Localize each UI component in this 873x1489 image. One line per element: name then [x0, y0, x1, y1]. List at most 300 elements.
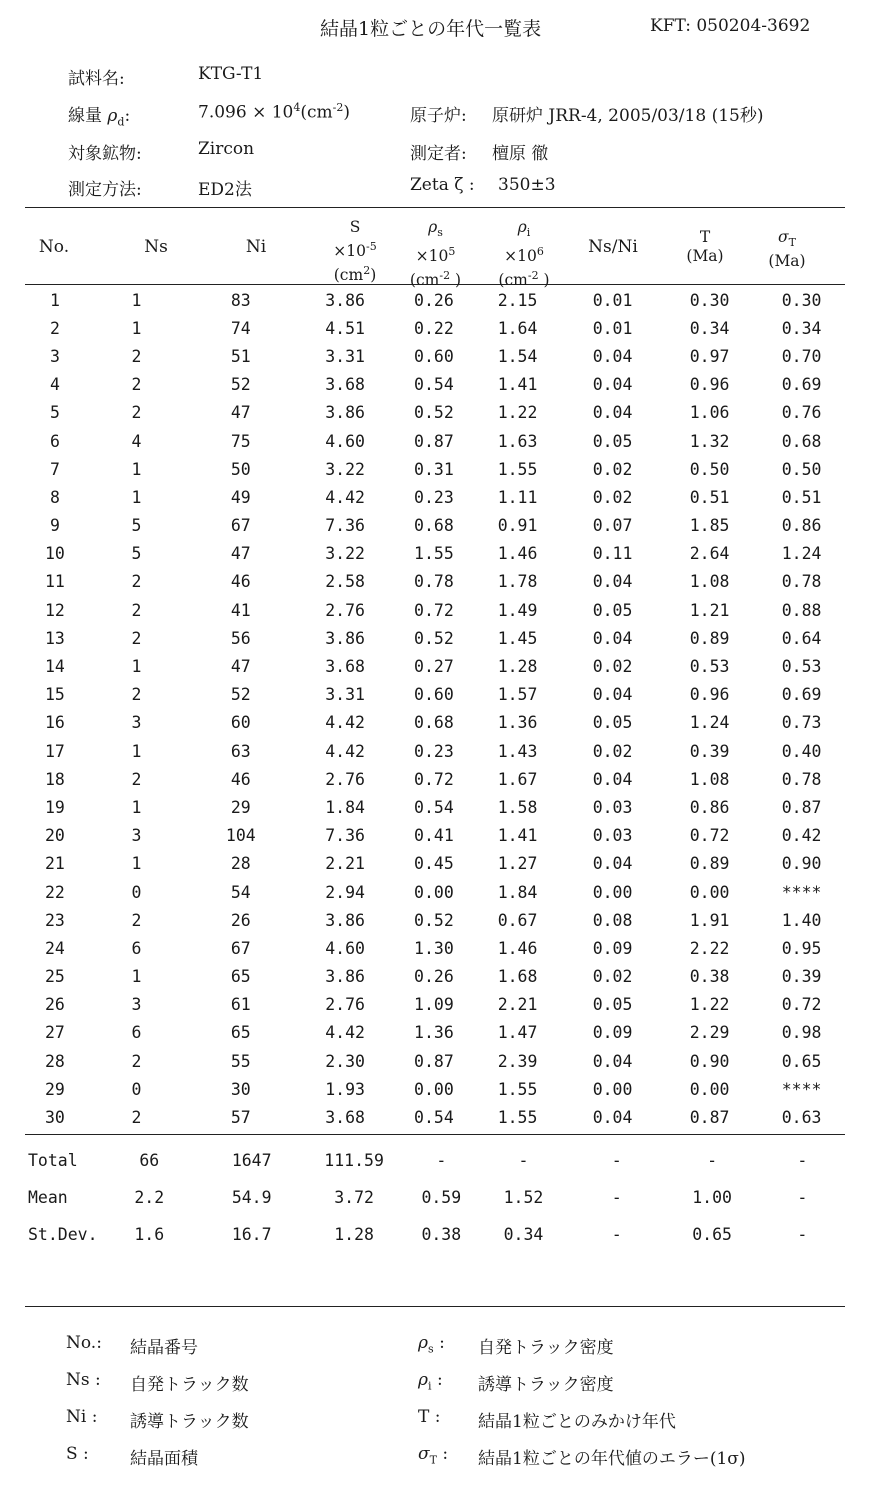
table-cell: 2.2 — [134, 1188, 165, 1207]
table-cell: 0.72 — [414, 769, 454, 789]
table-cell: 0.72 — [414, 600, 454, 620]
table-cell: 5 — [131, 516, 142, 536]
legend-t-key: T : — [418, 1407, 441, 1427]
table-row — [25, 878, 845, 906]
table-cell: 0.86 — [781, 516, 822, 536]
table-cell: 3.22 — [325, 459, 365, 479]
table-row — [25, 1019, 845, 1047]
table-cell: 0.89 — [689, 628, 730, 648]
table-cell: 0.38 — [421, 1225, 462, 1244]
table-cell: 0.23 — [414, 741, 454, 761]
table-cell: 17 — [45, 741, 65, 761]
measurer-label: 測定者: — [410, 144, 467, 164]
table-cell: 2 — [131, 375, 142, 395]
table-cell: 0.04 — [592, 1051, 633, 1071]
table-cell: 0.04 — [592, 628, 633, 648]
table-cell: 0.04 — [592, 1108, 633, 1128]
stats-row — [25, 1179, 845, 1216]
table-cell: 2 — [131, 600, 142, 620]
table-cell: 50 — [230, 459, 251, 479]
col-header-t: T (Ma) — [686, 228, 724, 265]
table-cell: 0.34 — [781, 318, 822, 338]
table-row — [25, 512, 845, 540]
table-cell: 26 — [230, 910, 251, 930]
table-cell: 7.36 — [325, 826, 365, 846]
table-cell: 2.58 — [325, 572, 365, 592]
sample-label: 試料名: — [68, 69, 125, 89]
table-cell: 2.29 — [689, 1023, 730, 1043]
legend-sigma-key: $\sigma_T$ : — [418, 1444, 449, 1467]
table-cell: 0.39 — [781, 967, 822, 987]
table-cell: 25 — [45, 967, 65, 987]
table-cell: 3.68 — [325, 657, 365, 677]
table-cell: 1.08 — [689, 572, 730, 592]
table-cell: 0.68 — [414, 713, 454, 733]
table-cell: - — [797, 1188, 808, 1207]
table-cell: 0.51 — [689, 487, 730, 507]
table-cell: 67 — [230, 938, 251, 958]
table-cell: 7.36 — [325, 516, 365, 536]
table-cell: 46 — [230, 572, 251, 592]
table-cell: 0.04 — [592, 375, 633, 395]
table-cell: 30 — [45, 1108, 65, 1128]
table-cell: 1.32 — [689, 431, 730, 451]
table-cell: 0.52 — [414, 403, 454, 423]
table-cell: 1.84 — [497, 882, 538, 902]
table-cell: 2.22 — [689, 938, 730, 958]
table-cell: 0.68 — [414, 516, 454, 536]
table-cell: 2 — [131, 910, 142, 930]
legend-s-desc: 結晶面積 — [130, 1449, 198, 1469]
table-cell: 1.91 — [689, 910, 730, 930]
table-cell: 0.08 — [592, 910, 633, 930]
table-cell: 4.42 — [325, 487, 365, 507]
table-cell: 0.51 — [781, 487, 822, 507]
stats-row — [25, 1216, 845, 1253]
table-cell: 2.15 — [497, 290, 538, 310]
table-cell: 12 — [45, 600, 65, 620]
table-row — [25, 399, 845, 427]
table-cell: 0.30 — [781, 290, 822, 310]
table-row — [25, 737, 845, 765]
table-cell: 0.04 — [592, 854, 633, 874]
table-cell: 1.57 — [497, 685, 538, 705]
table-row — [25, 934, 845, 962]
table-cell: 26 — [45, 995, 65, 1015]
table-cell: 0.76 — [781, 403, 822, 423]
table-cell: 0.87 — [414, 431, 454, 451]
table-cell: 1.85 — [689, 516, 730, 536]
table-cell: 2.94 — [325, 882, 365, 902]
table-cell: 0.38 — [689, 967, 730, 987]
table-cell: 104 — [225, 826, 256, 846]
dose-label: 線量 $\rho_d$: — [68, 106, 131, 129]
table-cell: 0.53 — [781, 657, 822, 677]
table-cell: 0.69 — [781, 685, 822, 705]
table-cell: 4.60 — [325, 431, 365, 451]
table-cell: 14 — [45, 657, 65, 677]
table-cell: 65 — [230, 1023, 251, 1043]
table-cell: 111.59 — [324, 1151, 384, 1170]
table-cell: 1 — [131, 741, 142, 761]
table-cell: 5 — [131, 544, 142, 564]
table-cell: 0.40 — [781, 741, 822, 761]
method-label: 測定方法: — [68, 180, 142, 200]
table-cell: 6 — [131, 938, 142, 958]
legend-ni-desc: 誘導トラック数 — [130, 1412, 249, 1432]
legend-rhoi-desc: 誘導トラック密度 — [478, 1375, 614, 1395]
table-cell: 2 — [131, 346, 142, 366]
table-cell: 46 — [230, 769, 251, 789]
table-cell: 0.60 — [414, 346, 454, 366]
legend-no-key: No.: — [66, 1333, 102, 1353]
table-cell: 3.86 — [325, 910, 365, 930]
table-cell: 54 — [230, 882, 251, 902]
table-cell: 0.70 — [781, 346, 822, 366]
table-row — [25, 709, 845, 737]
table-cell: 1.46 — [497, 938, 538, 958]
table-row — [25, 342, 845, 370]
table-cell: 66 — [139, 1151, 160, 1170]
table-cell: 0.90 — [781, 854, 822, 874]
table-cell: 0.50 — [689, 459, 730, 479]
table-cell: 2 — [131, 685, 142, 705]
table-cell: 0.09 — [592, 938, 633, 958]
table-cell: - — [611, 1225, 622, 1244]
table-cell: 1.55 — [497, 1079, 538, 1099]
table-cell: 52 — [230, 685, 251, 705]
table-cell: 0.63 — [781, 1108, 822, 1128]
table-cell: 4.42 — [325, 713, 365, 733]
table-cell: 57 — [230, 1108, 251, 1128]
table-cell: 8 — [49, 487, 60, 507]
table-cell: 1.24 — [781, 544, 822, 564]
table-cell: 6 — [131, 1023, 142, 1043]
table-row — [25, 427, 845, 455]
table-cell: 1.49 — [497, 600, 538, 620]
table-cell: 0.95 — [781, 938, 822, 958]
table-cell: 18 — [45, 769, 65, 789]
table-cell: 2.21 — [325, 854, 365, 874]
table-cell: 3.31 — [325, 685, 365, 705]
table-cell: 1.46 — [497, 544, 538, 564]
table-cell: 0.98 — [781, 1023, 822, 1043]
table-cell: 0.34 — [689, 318, 730, 338]
legend-rhos-desc: 自発トラック密度 — [478, 1338, 614, 1358]
table-row — [25, 765, 845, 793]
table-cell: 0.30 — [689, 290, 730, 310]
table-cell: 16 — [45, 713, 65, 733]
table-cell: 0.54 — [414, 1108, 454, 1128]
table-cell: 1 — [131, 657, 142, 677]
table-cell: 23 — [45, 910, 65, 930]
table-cell: 0.65 — [781, 1051, 822, 1071]
table-cell: 1.22 — [689, 995, 730, 1015]
reactor-value: 原研炉 JRR-4, 2005/03/18 (15秒) — [492, 106, 764, 126]
legend-t-desc: 結晶1粒ごとのみかけ年代 — [478, 1412, 676, 1432]
table-cell: 0.72 — [781, 995, 822, 1015]
table-cell: 0.04 — [592, 685, 633, 705]
table-cell: 0.87 — [414, 1051, 454, 1071]
reactor-label: 原子炉: — [410, 106, 467, 126]
table-cell: 1.52 — [503, 1188, 544, 1207]
table-cell: 55 — [230, 1051, 251, 1071]
table-cell: St.Dev. — [28, 1225, 98, 1244]
table-cell: 1 — [131, 967, 142, 987]
table-cell: 30 — [230, 1079, 251, 1099]
table-cell: 41 — [230, 600, 251, 620]
table-cell: 0.60 — [414, 685, 454, 705]
table-cell: 0.52 — [414, 628, 454, 648]
table-cell: 0.05 — [592, 431, 633, 451]
table-row — [25, 906, 845, 934]
table-cell: 0.34 — [503, 1225, 544, 1244]
table-cell: 0.11 — [592, 544, 633, 564]
col-header-nsni: Ns/Ni — [588, 237, 638, 257]
table-cell: 0.89 — [689, 854, 730, 874]
table-cell: 0.78 — [781, 769, 822, 789]
table-cell: 3.68 — [325, 1108, 365, 1128]
table-cell: 2 — [131, 572, 142, 592]
table-cell: 1.41 — [497, 826, 538, 846]
table-cell: 0.01 — [592, 290, 633, 310]
table-cell: 1.06 — [689, 403, 730, 423]
table-cell: 1.63 — [497, 431, 538, 451]
table-cell: 1.6 — [134, 1225, 165, 1244]
table-cell: 21 — [45, 854, 65, 874]
table-cell: 0.05 — [592, 600, 633, 620]
legend-no-desc: 結晶番号 — [130, 1338, 198, 1358]
table-cell: 2.76 — [325, 995, 365, 1015]
table-row — [25, 624, 845, 652]
table-cell: 1 — [131, 290, 142, 310]
legend-rhos-key: $\rho_s$ : — [418, 1333, 445, 1356]
table-cell: 2.21 — [497, 995, 538, 1015]
table-cell: 0.96 — [689, 685, 730, 705]
table-cell: 1.27 — [497, 854, 538, 874]
table-row — [25, 455, 845, 483]
table-row — [25, 568, 845, 596]
table-cell: 2.30 — [325, 1051, 365, 1071]
col-header-no: No. — [38, 237, 70, 257]
table-cell: 6 — [49, 431, 60, 451]
table-cell: - — [797, 1225, 808, 1244]
table-cell: 52 — [230, 375, 251, 395]
table-cell: 0.52 — [414, 910, 454, 930]
method-value: ED2法 — [198, 180, 252, 200]
table-cell: 0.45 — [414, 854, 454, 874]
stats-table — [25, 1142, 845, 1253]
table-row — [25, 822, 845, 850]
table-cell: 3 — [131, 826, 142, 846]
table-cell: 0.87 — [781, 797, 822, 817]
table-cell: 29 — [230, 797, 251, 817]
table-cell: 1.78 — [497, 572, 538, 592]
table-cell: 75 — [230, 431, 251, 451]
table-cell: 0.01 — [592, 318, 633, 338]
table-cell: 0.00 — [592, 1079, 633, 1099]
table-cell: 0.39 — [689, 741, 730, 761]
table-cell: 0.73 — [781, 713, 822, 733]
table-cell: 0.26 — [414, 967, 454, 987]
table-row — [25, 1103, 845, 1131]
table-row — [25, 963, 845, 991]
table-row — [25, 991, 845, 1019]
table-cell: 0.00 — [414, 1079, 454, 1099]
page-title: 結晶1粒ごとの年代一覧表 — [320, 18, 542, 40]
table-cell: 0.88 — [781, 600, 822, 620]
table-cell: 1.36 — [414, 1023, 454, 1043]
table-cell: 11 — [45, 572, 65, 592]
table-cell: 1.09 — [414, 995, 454, 1015]
table-cell: 2.39 — [497, 1051, 538, 1071]
table-cell: 51 — [230, 346, 251, 366]
table-cell: 1.68 — [497, 967, 538, 987]
legend-ni-key: Ni : — [66, 1407, 98, 1427]
table-cell: 0.05 — [592, 995, 633, 1015]
table-cell: 2.76 — [325, 769, 365, 789]
table-cell: 4.42 — [325, 741, 365, 761]
table-cell: 0.67 — [497, 910, 538, 930]
table-cell: 0.68 — [781, 431, 822, 451]
table-cell: 1.24 — [689, 713, 730, 733]
table-cell: 1.08 — [689, 769, 730, 789]
table-cell: 1.00 — [692, 1188, 732, 1207]
table-cell: 83 — [230, 290, 251, 310]
table-cell: 0.42 — [781, 826, 822, 846]
col-header-ni: Ni — [245, 237, 267, 257]
col-header-ns: Ns — [144, 237, 168, 257]
table-cell: 3.86 — [325, 967, 365, 987]
table-cell: 1.22 — [497, 403, 538, 423]
table-cell: 3.22 — [325, 544, 365, 564]
table-cell: 3.86 — [325, 628, 365, 648]
table-cell: 0.02 — [592, 967, 633, 987]
table-cell: 0.78 — [414, 572, 454, 592]
table-cell: 1.40 — [781, 910, 822, 930]
table-cell: 4.60 — [325, 938, 365, 958]
table-row — [25, 793, 845, 821]
table-cell: 0.53 — [689, 657, 730, 677]
table-cell: 2 — [131, 1108, 142, 1128]
table-cell: 0.05 — [592, 713, 633, 733]
zeta-value: 350±3 — [498, 175, 556, 195]
table-cell: 3.72 — [334, 1188, 374, 1207]
zeta-label: Zeta ζ : — [410, 175, 475, 195]
table-cell: 0.04 — [592, 346, 633, 366]
legend-ns-key: Ns : — [66, 1370, 101, 1390]
table-cell: 0.02 — [592, 741, 633, 761]
table-cell: 61 — [230, 995, 251, 1015]
table-cell: 0.91 — [497, 516, 538, 536]
table-cell: 1.55 — [497, 1108, 538, 1128]
table-cell: 20 — [45, 826, 65, 846]
table-cell: 2 — [131, 628, 142, 648]
table-row — [25, 1075, 845, 1103]
table-cell: 0.04 — [592, 769, 633, 789]
col-header-s: S $\times 10^{-5}$ $(cm^2)$ — [333, 218, 377, 285]
table-cell: 15 — [45, 685, 65, 705]
table-cell: 1.55 — [414, 544, 454, 564]
col-header-rhoi: $\rho_i$ $\times 10^6$ ($cm^{-2}$ ) — [498, 218, 550, 290]
table-cell: 1.55 — [497, 459, 538, 479]
table-cell: 0.86 — [689, 797, 730, 817]
table-cell: 1.41 — [497, 375, 538, 395]
table-cell: 47 — [230, 544, 251, 564]
table-cell: 1.47 — [497, 1023, 538, 1043]
table-cell: 13 — [45, 628, 65, 648]
table-bottom-rule — [25, 1134, 845, 1135]
table-cell: 0.07 — [592, 516, 633, 536]
table-cell: 65 — [230, 967, 251, 987]
table-cell: 2 — [131, 403, 142, 423]
table-cell: 4.51 — [325, 318, 365, 338]
table-cell: 47 — [230, 403, 251, 423]
table-cell: - — [611, 1151, 622, 1170]
sample-code: KFT: 050204-3692 — [650, 16, 811, 36]
table-cell: 0.02 — [592, 487, 633, 507]
table-cell: 24 — [45, 938, 65, 958]
table-cell: 0.41 — [414, 826, 454, 846]
table-cell: 28 — [230, 854, 251, 874]
table-cell: **** — [781, 1079, 822, 1099]
table-row — [25, 371, 845, 399]
table-cell: 60 — [230, 713, 251, 733]
table-cell: 67 — [230, 516, 251, 536]
table-cell: 0.00 — [414, 882, 454, 902]
table-cell: 9 — [49, 516, 60, 536]
table-cell: **** — [781, 882, 822, 902]
table-cell: 22 — [45, 882, 65, 902]
table-cell: Total — [28, 1151, 78, 1170]
table-cell: 5 — [49, 403, 60, 423]
table-cell: 3 — [131, 995, 142, 1015]
table-cell: 1.58 — [497, 797, 538, 817]
table-cell: 0.54 — [414, 375, 454, 395]
table-cell: 0.64 — [781, 628, 822, 648]
table-cell: 1.43 — [497, 741, 538, 761]
table-cell: 2 — [49, 318, 60, 338]
table-cell: 3.68 — [325, 375, 365, 395]
mineral-label: 対象鉱物: — [68, 144, 142, 164]
table-cell: - — [518, 1151, 529, 1170]
table-cell: 29 — [45, 1079, 65, 1099]
legend-s-key: S : — [66, 1444, 89, 1464]
table-cell: 2.76 — [325, 600, 365, 620]
table-cell: 0.27 — [414, 657, 454, 677]
table-cell: 10 — [45, 544, 65, 564]
table-cell: 0.03 — [592, 826, 633, 846]
table-cell: 1.93 — [325, 1079, 365, 1099]
table-cell: 1.67 — [497, 769, 538, 789]
table-cell: 0.90 — [689, 1051, 730, 1071]
measurer-value: 檀原 徹 — [492, 144, 549, 164]
table-cell: 56 — [230, 628, 251, 648]
table-cell: 3 — [49, 346, 60, 366]
table-cell: 0.22 — [414, 318, 454, 338]
table-cell: 0.31 — [414, 459, 454, 479]
table-cell: 0.03 — [592, 797, 633, 817]
table-row — [25, 596, 845, 624]
table-row — [25, 681, 845, 709]
table-row — [25, 652, 845, 680]
col-header-rhos: $\rho_s$ $\times 10^5$ ($cm^{-2}$ ) — [409, 218, 462, 290]
table-cell: 1 — [131, 459, 142, 479]
table-cell: 27 — [45, 1023, 65, 1043]
table-cell: 1.54 — [497, 346, 538, 366]
table-cell: 7 — [49, 459, 60, 479]
table-cell: 1.45 — [497, 628, 538, 648]
